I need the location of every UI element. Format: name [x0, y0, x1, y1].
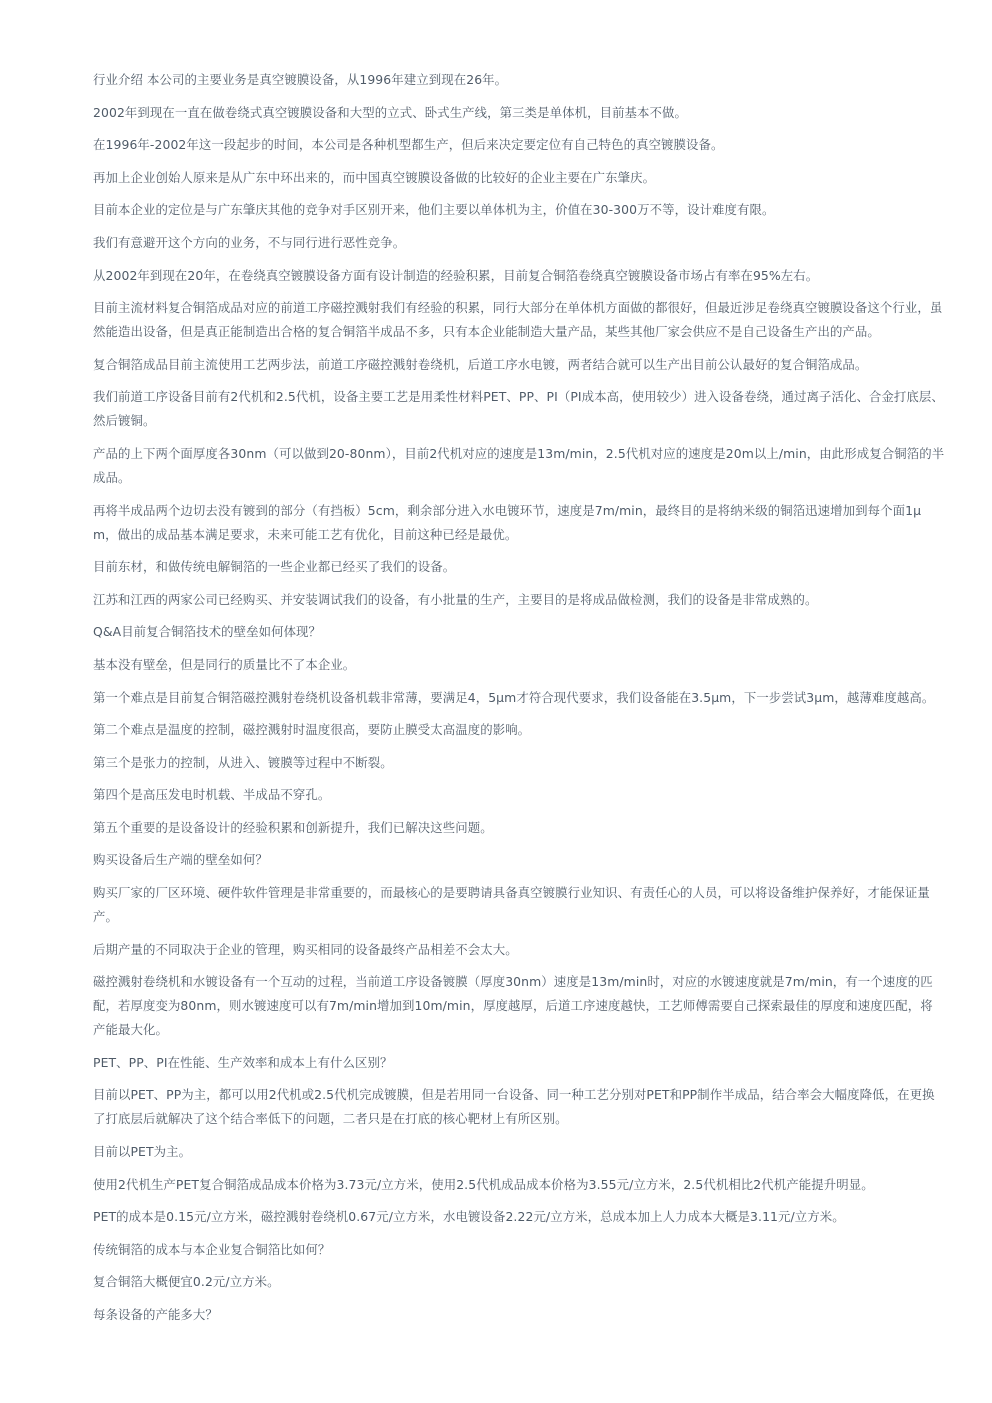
- paragraph: 目前以PET为主。: [93, 1144, 192, 1160]
- paragraph: 2002年到现在一直在做卷绕式真空镀膜设备和大型的立式、卧式生产线，第三类是单体机，目前基本不做。: [93, 104, 688, 120]
- paragraph: 我们有意避开这个方向的业务，不与同行进行恶性竞争。: [93, 234, 406, 250]
- paragraph: 后期产量的不同取决于企业的管理，购买相同的设备最终产品相差不会太大。: [93, 941, 518, 957]
- paragraph: 我们前道工序设备目前有2代机和2.5代机，设备主要工艺是用柔性材料PET、PP、PI（PI成本高，使用较少）进入设备卷绕，通过离子活化、合金打底层、然后镀铜。: [93, 389, 944, 429]
- paragraph: 磁控溅射卷绕机和水镀设备有一个互动的过程，当前道工序设备镀膜（厚度30nm）速度是13m/min时，对应的水镀速度就是7m/min，有一个速度的匹配，若厚度变为80nm，则水镀速度可以有7m/min增加到10m/min，厚度越厚，后道工序速度越快，工艺师傅需要自己探索最佳的厚度和速度匹配，将产能最大化。: [93, 974, 933, 1038]
- paragraph: PET的成本是0.15元/立方米，磁控溅射卷绕机0.67元/立方米，水电镀设备2.22元/立方米，总成本加上人力成本大概是3.11元/立方米。: [93, 1209, 845, 1225]
- question-heading: PET、PP、PI在性能、生产效率和成本上有什么区别？: [93, 1054, 393, 1070]
- paragraph: 第五个重要的是设备设计的经验积累和创新提升，我们已解决这些问题。: [93, 819, 493, 835]
- paragraph: 目前本企业的定位是与广东肇庆其他的竞争对手区别开来，他们主要以单体机为主，价值在30-300万不等，设计难度有限。: [93, 202, 775, 218]
- question-heading: 购买设备后生产端的壁垒如何？: [93, 852, 268, 868]
- paragraph: 第一个难点是目前复合铜箔磁控溅射卷绕机设备机载非常薄，要满足4，5μm才符合现代要求，我们设备能在3.5μm，下一步尝试3μm，越薄难度越高。: [93, 689, 935, 705]
- paragraph: 从2002年到现在20年，在卷绕真空镀膜设备方面有设计制造的经验积累，目前复合铜箔卷绕真空镀膜设备市场占有率在95%左右。: [93, 267, 819, 283]
- paragraph: 使用2代机生产PET复合铜箔成品成本价格为3.73元/立方米，使用2.5代机成品成本价格为3.55元/立方米，2.5代机相比2代机产能提升明显。: [93, 1176, 874, 1192]
- paragraph: 购买厂家的厂区环境、硬件软件管理是非常重要的，而最核心的是要聘请具备真空镀膜行业知识、有责任心的人员，可以将设备维护保养好，才能保证量产。: [93, 885, 930, 925]
- question-heading: 传统铜箔的成本与本企业复合铜箔比如何？: [93, 1241, 331, 1257]
- paragraph: 目前主流材料复合铜箔成品对应的前道工序磁控溅射我们有经验的积累，同行大部分在单体机方面做的都很好，但最近涉足卷绕真空镀膜设备这个行业，虽然能造出设备，但是真正能制造出合格的复合铜箔半成品不多，只有本企业能制造大量产品，某些其他厂家会供应不是自己设备生产出的产品。: [93, 300, 943, 340]
- document-body: [93, 68, 945, 1336]
- paragraph: 第二个难点是温度的控制，磁控溅射时温度很高，要防止膜受太高温度的影响。: [93, 722, 531, 738]
- paragraph: 第四个是高压发电时机载、半成品不穿孔。: [93, 787, 331, 803]
- paragraph: 江苏和江西的两家公司已经购买、并安装调试我们的设备，有小批量的生产，主要目的是将成品做检测，我们的设备是非常成熟的。: [93, 591, 818, 607]
- paragraph: 再将半成品两个边切去没有镀到的部分（有挡板）5cm，剩余部分进入水电镀环节，速度是7m/min，最终目的是将纳米级的铜箔迅速增加到每个面1μm，做出的成品基本满足要求，未来可能工艺有优化，目前这种已经是最优。: [93, 502, 922, 542]
- paragraph: 目前东材，和做传统电解铜箔的一些企业都已经买了我们的设备。: [93, 559, 456, 575]
- paragraph: 复合铜箔大概便宜0.2元/立方米。: [93, 1274, 280, 1290]
- question-heading: Q&A目前复合铜箔技术的壁垒如何体现？: [93, 624, 322, 640]
- paragraph: 目前以PET、PP为主，都可以用2代机或2.5代机完成镀膜，但是若用同一台设备、同一种工艺分别对PET和PP制作半成品，结合率会大幅度降低，在更换了打底层后就解决了这个结合率低下的问题，二者只是在打底的核心靶材上有所区别。: [93, 1087, 935, 1127]
- paragraph: 基本没有壁垒，但是同行的质量比不了本企业。: [93, 656, 356, 672]
- paragraph: 再加上企业创始人原来是从广东中环出来的，而中国真空镀膜设备做的比较好的企业主要在广东肇庆。: [93, 169, 656, 185]
- question-heading: 每条设备的产能多大？: [93, 1307, 218, 1322]
- paragraph: 在1996年-2002年这一段起步的时间，本公司是各种机型都生产，但后来决定要定位有自己特色的真空镀膜设备。: [93, 137, 724, 153]
- paragraph: 复合铜箔成品目前主流使用工艺两步法，前道工序磁控溅射卷绕机，后道工序水电镀，两者结合就可以生产出目前公认最好的复合铜箔成品。: [93, 356, 868, 372]
- paragraph: 行业介绍 本公司的主要业务是真空镀膜设备，从1996年建立到现在26年。: [93, 72, 508, 87]
- paragraph: 第三个是张力的控制，从进入、镀膜等过程中不断裂。: [93, 754, 393, 770]
- paragraph: 产品的上下两个面厚度各30nm（可以做到20-80nm），目前2代机对应的速度是13m/min，2.5代机对应的速度是20m以上/min，由此形成复合铜箔的半成品。: [93, 445, 945, 485]
